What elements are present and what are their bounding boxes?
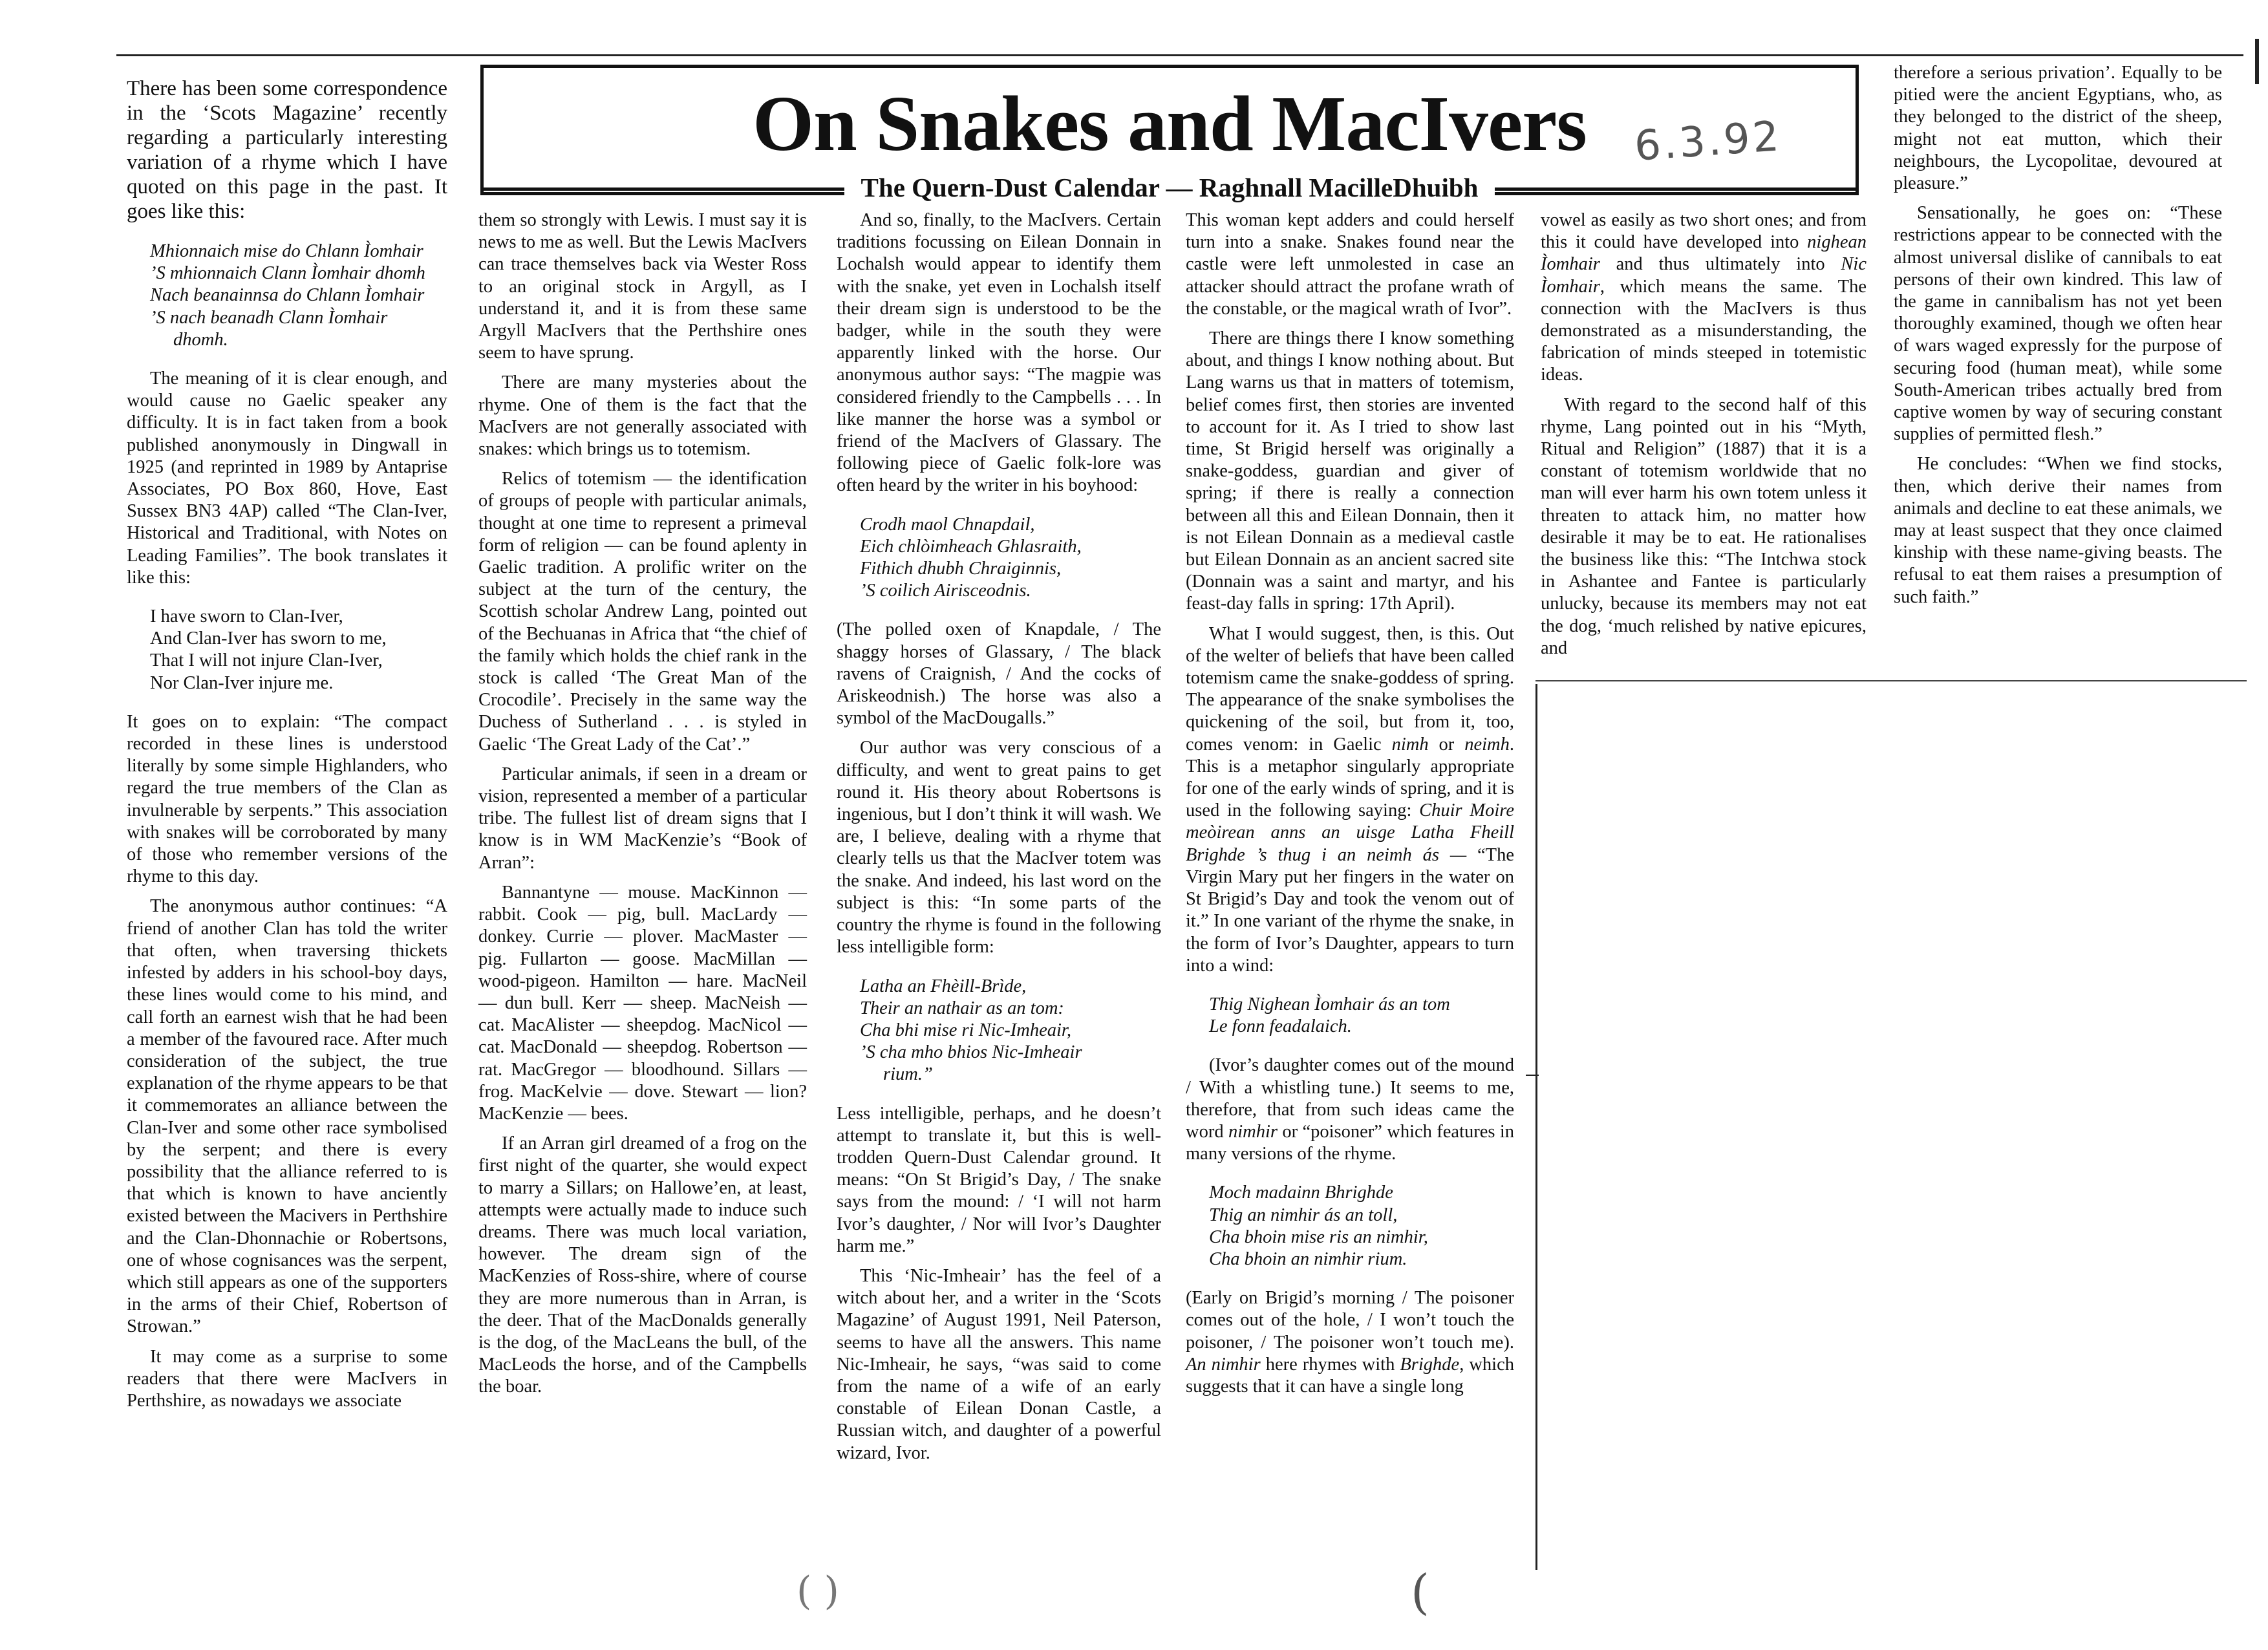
paragraph: If an Arran girl dreamed of a frog on the first night of the quarter, she would expect to marry a Sillars; on Hallowe’en, at least, attempts were actually made to induce such dreams. There was much local variation, however. The dream sign of the MacKenzies of Ross-shire, where of course they are more numerous than in Arran, is the deer. That of the MacDonalds generally is the dog, of the MacLeans the bull, of the MacLeods the horse, and of the Campbells the boar. bbox=[478, 1133, 807, 1397]
text-run: nimh bbox=[1391, 734, 1429, 755]
text-run: nimhir bbox=[1228, 1121, 1278, 1142]
verse-line: Latha an Fhèill-Brìde, bbox=[860, 976, 1027, 996]
paragraph: The meaning of it is clear enough, and would cause no Gaelic speaker any difficulty. It is in fact taken from a book published anonymously in Dingwall in 1925 (and reprinted in 1989 by Antaprise Associates, PO Box 860, Hove, East Sussex BN3 4AP) called “The Clan-Iver, Historical and Traditional, with Notes on Leading Families”. The book translates it like this: bbox=[127, 369, 447, 588]
verse-line: Nor Clan-Iver injure me. bbox=[150, 672, 334, 693]
box-top-rule bbox=[1535, 680, 2247, 681]
gaelic-verse bbox=[860, 976, 1161, 1086]
text-run: (Ivor’s daughter comes out of the mound / With a whistling tune.) It seems to me, therefore, that from such ideas came the word bbox=[1186, 1055, 1514, 1142]
verse-line: Fithich dhubh Chraiginnis, bbox=[860, 559, 1062, 579]
column-6 bbox=[1894, 62, 2222, 616]
gaelic-verse bbox=[1209, 994, 1514, 1038]
text-run: and thus ultimately into bbox=[1599, 254, 1841, 275]
paragraph: The anonymous author continues: “A friend of another Clan has told the writer that often, when traversing thickets infested by adders in his school-boy days, these lines would come to his mind, and call forth an earnest wish that he had been a member of the favoured race. After much consideration of the subject, the true explanation of the rhyme appears to be that it commemorates an alliance between the Clan-Iver and some other race symbolised by the serpent; and there is every possibility that the alliance referred to is that which is known to have anciently existed between the Macivers in Perthshire and the Clan-Dhonnachie or Robertsons, one of whose cognisances was the serpent, which still appears as one of the supporters in the arms of their Chief, Robertson of Strowan.” bbox=[127, 896, 447, 1337]
text-run: An nimhir bbox=[1186, 1354, 1261, 1375]
paragraph: He concludes: “When we find stocks, then, which derive their names from animals and decline to eat these animals, we may at least suspect that they once claimed kinship with these name-giving beasts. The refusal to eat them raises a presumption of such faith.” bbox=[1894, 454, 2222, 607]
column-2 bbox=[478, 209, 807, 1406]
verse-line: Cha bhoin mise ris an nimhir, bbox=[1209, 1227, 1428, 1247]
text-run: , which means the same. The connection with the MacIvers is thus demonstrated as a misunderstanding, the fabrication of minds steeped in totemistic ideas. bbox=[1541, 276, 1867, 385]
paragraph: This ‘Nic-Imheair’ has the feel of a witch about her, and a writer in the ‘Scots Magazine’ of August 1991, Neil Paterson, seems to have all the answers. This name Nic-Imheair, he says, “was said to come from the name of a wife of an early constable of Eilean Donan Castle, a Russian witch, and daughter of a powerful wizard, Ivor. bbox=[837, 1265, 1161, 1463]
byline-wrap bbox=[484, 173, 1856, 202]
verse-line: Crodh maol Chnapdail, bbox=[860, 514, 1035, 535]
column-4 bbox=[1186, 209, 1514, 1406]
paragraph: Relics of totemism — the identification of groups of people with particular animals, thought at one time to represent a primeval form of religion — can be found aplenty in Gaelic tradition. A prolific writer on the subject at the turn of the century, the Scottish scholar Andrew Lang, pointed out of the Bechuanas in Africa that “the chief of the family which holds the chief rank in the stock is called ‘The Great Man of the Crocodile’. Precisely in the same way the Duchess of Sutherland . . . is styled in Gaelic ‘The Great Lady of the Cat’.” bbox=[478, 469, 807, 755]
verse-line: That I will not injure Clan-Iver, bbox=[150, 650, 383, 671]
paragraph bbox=[1186, 1287, 1514, 1398]
verse-line: ’S cha mho bhios Nic-Imheair bbox=[860, 1042, 1082, 1063]
text-run: Brighde bbox=[1400, 1354, 1460, 1375]
verse-line: Thig Nighean Ìomhair ás an tom bbox=[1209, 994, 1450, 1014]
verse-line: Moch madainn Bhrighde bbox=[1209, 1183, 1393, 1203]
paragraph: Sensationally, he goes on: “These restrictions appear to be connected with the almost universal dislike of cannibals to eat persons of their own kindred. This law of the game in cannibalism has not yet been thoroughly examined, though we often hear of wars waged expressly for the purpose of securing food (human meat), while some South-American tribes actually bred from captive women by way of securing constant supplies of permitted flesh.” bbox=[1894, 203, 2222, 445]
paragraph: Our author was very conscious of a difficulty, and went to great pains to get round it. His theory about Robertsons is ingenious, but I don’t think it will wash. We are, I believe, dealing with a rhyme that clearly tells us that the MacIver totem was the snake. And indeed, his last word on the subject is this: “In some parts of the country the rhyme is found in the following less intelligible form: bbox=[837, 738, 1161, 958]
paragraph: (The polled oxen of Knapdale, / The shaggy horses of Glassary, / The black ravens of Craignish, / And the cocks of Ariskeodnish.) The horse was also a symbol of the MacDougalls.” bbox=[837, 619, 1161, 729]
box-left-rule bbox=[1535, 684, 1537, 1570]
gaelic-verse bbox=[1209, 1182, 1514, 1270]
verse-line: ’S coilich Airisceodnis. bbox=[860, 581, 1031, 601]
top-rule bbox=[116, 54, 2243, 56]
column-5 bbox=[1541, 209, 1867, 667]
paragraph bbox=[1186, 1055, 1514, 1165]
paragraph: There are things there I know something about, and things I know nothing about. But Lang warns us that in matters of totemism, belief comes first, then stories are invented to account for it. As I tried to show last time, St Brigid herself was originally a snake-goddess, guardian and giver of spring; if there is really a connection between all this and Eilean Donnain, then it is not Eilean Donnain as a medieval castle but Eilean Donnain as an ancient sacred site (Donnain was a saint and martyr, and his feast-day falls in spring: 17th April). bbox=[1186, 328, 1514, 614]
paragraph: them so strongly with Lewis. I must say it is news to me as well. But the Lewis MacIvers can trace themselves back via Wester Ross to an original stock in Argyll, as I understand it, and it is from these same Argyll MacIvers that the Perthshire ones seem to have sprung. bbox=[478, 210, 807, 363]
paragraph bbox=[1186, 623, 1514, 977]
verse-line: Mhionnaich mise do Chlann Ìomhair bbox=[150, 241, 423, 261]
verse-line: dhomh. bbox=[173, 329, 228, 350]
text-run: nighean Ìomhair bbox=[1541, 232, 1867, 275]
pencil-scribble-right: ( bbox=[1411, 1565, 1429, 1620]
verse-line: Le fonn feadalaich. bbox=[1209, 1016, 1352, 1037]
verse-line: And Clan-Iver has sworn to me, bbox=[150, 628, 387, 649]
rule-tick bbox=[1526, 1075, 1539, 1076]
verse-line: ’S mhionnaich Clann Ìomhair dhomh bbox=[150, 263, 425, 284]
text-run: Chuir Moire meòirean anns an uisge Latha Fheill Brighde ’s thug i an neimh ás — bbox=[1186, 800, 1514, 865]
paragraph: It goes on to explain: “The compact recorded in these lines is understood literally by some simple Highlanders, who regard the true members of the Clan as invulnerable by serpents.” This association with snakes will be corroborated by many of those who remember versions of the rhyme to this day. bbox=[127, 711, 447, 887]
verse-line: Eich chlòimheach Ghlasraith, bbox=[860, 536, 1082, 557]
verse-line: rium.” bbox=[883, 1064, 933, 1085]
dream-signs-list: Bannantyne — mouse. MacKinnon — rabbit. Cook — pig, bull. MacLardy — donkey. Currie — plover. MacMaster — pig. Fullarton — goose. MacMillan — wood-pigeon. Hamilton — hare. MacNeil — dun bull. Kerr — sheep. MacNeish — cat. MacAlister — sheepdog. MacNicol — cat. MacDonald — sheepdog. Robertson — rat. MacGregor — bloodhound. Sillars — frog. MacKelvie — dove. Stewart — lion? MacKenzie — bees. bbox=[478, 882, 807, 1124]
paragraph: It may come as a surprise to some readers that there were MacIvers in Perthshire, as nowadays we associate bbox=[127, 1346, 447, 1411]
text-run: neimh bbox=[1464, 734, 1510, 755]
page-edge-mark bbox=[2255, 39, 2259, 84]
english-verse bbox=[150, 606, 447, 694]
verse-line: Nach beanainnsa do Chlann Ìomhair bbox=[150, 285, 425, 306]
gaelic-verse bbox=[150, 241, 447, 351]
column-1 bbox=[127, 76, 447, 1420]
text-run: vowel as easily as two short ones; and from this it could have developed into bbox=[1541, 210, 1867, 253]
paragraph: And so, finally, to the MacIvers. Certain traditions focussing on Eilean Donnain in Lochalsh would appear to identify them with the snake, yet even in Lochalsh itself their dream sign is understood to be the badger, while in the south they were apparently linked with the horse. Our anonymous author says: “The magpie was considered friendly to the Campbells . . . In like manner the horse was a symbol or friend of the MacIvers of Glassary. The following piece of Gaelic folk-lore was often heard by the writer in his boyhood: bbox=[837, 210, 1161, 496]
verse-line: Their an nathair as an tom: bbox=[860, 998, 1064, 1018]
byline: The Quern-Dust Calendar — Raghnall MacilleDhuibh bbox=[844, 173, 1495, 202]
paragraph: Particular animals, if seen in a dream or vision, represented a member of a particular tribe. The fullest list of dream signs that I know is in WM MacKenzie’s “Book of Arran”: bbox=[478, 764, 807, 873]
paragraph: There are many mysteries about the rhyme. One of them is the fact that the MacIvers are not generally associated with snakes: which brings us to totemism. bbox=[478, 372, 807, 460]
headline: On Snakes and MacIvers bbox=[753, 80, 1587, 167]
verse-line: Thig an nimhir ás an toll, bbox=[1209, 1205, 1398, 1225]
paragraph: therefore a serious privation’. Equally to be pitied were the ancient Egyptians, who, as they belonged to the district of the sheep, might not eat mutton, which their neighbours, the Lycopolitae, devoured at pleasure.” bbox=[1894, 63, 2222, 194]
text-run: . This is a metaphor singularly appropriate for one of the early winds of spring, and it is used in the following saying: bbox=[1186, 734, 1514, 821]
paragraph: Less intelligible, perhaps, and he doesn’t attempt to translate it, but this is well-trodden Quern-Dust Calendar ground. It means: “On St Brigid’s Day, / The snake says from the mound: / ‘I will not harm Ivor’s daughter, / Nor will Ivor’s Daughter harm me.” bbox=[837, 1103, 1161, 1256]
paragraph: With regard to the second half of this rhyme, Lang pointed out in his “Myth, Ritual and Religion” (1887) that it is a constant of totemism worldwide that no man will ever harm his own totem unless it threaten to attack him, no matter how desirable it may be to eat. He rationalises the business like this: “The Intchwa stock in Ashantee and Fantee is particularly unlucky, because its members may not eat the dog, ‘much relished by native epicures, and bbox=[1541, 394, 1867, 658]
text-run: What I would suggest, then, is this. Out of the welter of beliefs that have been called totemism came the snake-goddess of spring. The appearance of the snake symbolises the quickening of the soil, but from it, too, comes venom: in Gaelic bbox=[1186, 623, 1514, 755]
verse-line: ’S nach beanadh Clann Ìomhair bbox=[150, 307, 388, 328]
pencil-scribble-left: ( ) bbox=[797, 1569, 839, 1614]
verse-line: I have sworn to Clan-Iver, bbox=[150, 606, 343, 627]
text-run: here rhymes with bbox=[1260, 1354, 1400, 1375]
text-run: or bbox=[1428, 734, 1465, 755]
text-run: , which suggests that it can have a single long bbox=[1186, 1354, 1514, 1397]
text-run: (Early on Brigid’s morning / The poisoner comes out of the hole, / I won’t touch the poisoner, / The poisoner won’t touch me). bbox=[1186, 1288, 1514, 1353]
text-run: or “poisoner” which features in many versions of the rhyme. bbox=[1186, 1121, 1515, 1164]
text-run: “The Virgin Mary put her fingers in the water on St Brigid’s Day and took the venom out of it.” In one variant of the rhyme the snake, in the form of Ivor’s Daughter, appears to turn into a wind: bbox=[1186, 844, 1514, 976]
column-3 bbox=[837, 209, 1161, 1472]
paragraph bbox=[1541, 209, 1867, 387]
paragraph: This woman kept adders and could herself turn into a snake. Snakes found near the castle were left unmolested in case an attacker should attract the profane wrath of the constable, or the magical wrath of Ivor”. bbox=[1186, 210, 1514, 319]
verse-line: Cha bhoin an nimhir rium. bbox=[1209, 1248, 1407, 1269]
lead-paragraph: There has been some correspondence in the ‘Scots Magazine’ recently regarding a particularly interesting variation of a rhyme which I have quoted on this page in the past. It goes like this: bbox=[127, 77, 447, 223]
handwritten-date: 6.3.92 bbox=[1632, 112, 1783, 171]
text-run: Nic Ìomhair bbox=[1541, 254, 1867, 297]
gaelic-verse bbox=[860, 514, 1161, 603]
verse-line: Cha bhi mise ri Nic-Imheair, bbox=[860, 1020, 1071, 1040]
